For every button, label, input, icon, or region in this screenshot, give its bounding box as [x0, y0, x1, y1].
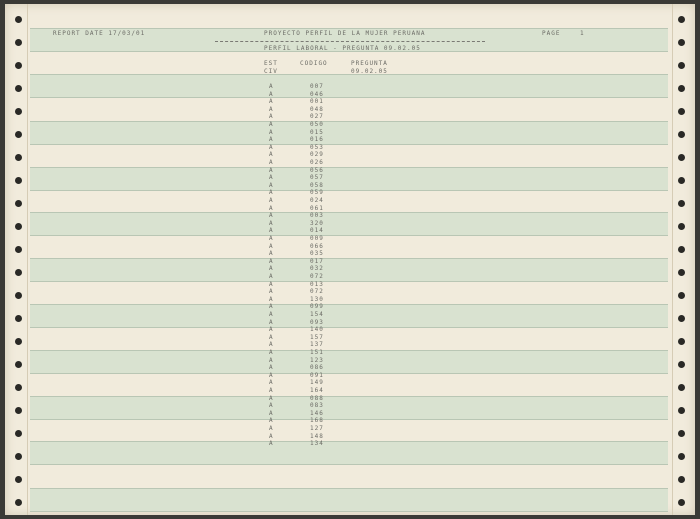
feed-hole	[15, 430, 22, 437]
feed-hole	[15, 39, 22, 46]
codigo-cell: 009	[310, 235, 324, 242]
codigo-cell: 093	[310, 318, 324, 326]
feed-hole	[678, 361, 685, 368]
est-civ-cell: A	[269, 425, 274, 432]
greenbar-band	[30, 396, 668, 420]
feed-hole	[15, 131, 22, 138]
feed-hole	[678, 499, 685, 506]
feed-hole	[678, 269, 685, 276]
feed-hole	[15, 223, 22, 230]
feed-hole	[678, 177, 685, 184]
codigo-cell: 134	[310, 440, 324, 448]
est-civ-cell: A	[269, 136, 274, 144]
est-civ-cell: A	[269, 333, 274, 341]
feed-hole	[15, 246, 22, 253]
page-label: PAGE	[542, 30, 561, 37]
codigo-cell: 149	[310, 379, 324, 387]
est-civ-cell: A	[269, 197, 274, 204]
feed-hole	[15, 453, 22, 460]
est-civ-cell: A	[269, 174, 274, 182]
est-civ-cell: A	[269, 409, 274, 417]
est-civ-cell: A	[269, 90, 274, 98]
est-civ-cell: A	[269, 432, 274, 440]
greenbar-band	[30, 212, 668, 236]
est-civ-cell: A	[269, 189, 274, 197]
codigo-cell: 015	[310, 128, 324, 136]
est-civ-cell: A	[269, 242, 274, 250]
feed-hole	[678, 476, 685, 483]
codigo-cell: 061	[310, 204, 324, 212]
est-civ-cell: A	[269, 212, 274, 220]
feed-hole	[15, 85, 22, 92]
tractor-feed-perforation-right	[672, 4, 673, 515]
codigo-cell: 086	[310, 364, 324, 372]
codigo-cell: 053	[310, 143, 324, 151]
feed-hole	[15, 177, 22, 184]
feed-hole	[15, 315, 22, 322]
codigo-cell: 048	[310, 105, 324, 113]
est-civ-cell: A	[269, 235, 274, 242]
est-civ-cell: A	[269, 280, 274, 288]
codigo-cell: 083	[310, 402, 324, 410]
codigo-cell: 320	[310, 219, 324, 227]
feed-hole	[678, 246, 685, 253]
feed-hole	[678, 85, 685, 92]
printout-page	[5, 4, 695, 515]
tractor-feed-perforation-left	[27, 4, 28, 515]
codigo-cell: 127	[310, 425, 324, 432]
codigo-cell: 058	[310, 181, 324, 189]
codigo-cell: 003	[310, 212, 324, 220]
est-civ-cell: A	[269, 341, 274, 349]
codigo-cell: 050	[310, 121, 324, 128]
feed-hole	[678, 16, 685, 23]
feed-hole	[15, 499, 22, 506]
feed-hole	[678, 108, 685, 115]
est-civ-cell: A	[269, 311, 274, 318]
feed-hole	[678, 39, 685, 46]
codigo-cell: 157	[310, 333, 324, 341]
feed-hole	[678, 62, 685, 69]
column-header-civ: CIV	[264, 68, 278, 75]
est-civ-cell: A	[269, 326, 274, 334]
feed-hole	[15, 269, 22, 276]
est-civ-cell: A	[269, 402, 274, 410]
greenbar-band	[30, 350, 668, 374]
feed-hole	[678, 154, 685, 161]
est-civ-cell: A	[269, 151, 274, 159]
est-civ-cell: A	[269, 417, 274, 425]
est-civ-cell: A	[269, 128, 274, 136]
feed-hole	[15, 384, 22, 391]
est-civ-cell: A	[269, 303, 274, 311]
feed-hole	[15, 108, 22, 115]
codigo-cell: 146	[310, 409, 324, 417]
codigo-cell: 148	[310, 432, 324, 440]
feed-hole	[678, 430, 685, 437]
feed-hole	[678, 407, 685, 414]
codigo-cell: 066	[310, 242, 324, 250]
est-civ-cell: A	[269, 265, 274, 273]
est-civ-cell: A	[269, 288, 274, 296]
est-civ-cell: A	[269, 166, 274, 174]
codigo-cell: 046	[310, 90, 324, 98]
feed-hole	[678, 292, 685, 299]
feed-hole	[678, 453, 685, 460]
est-civ-cell: A	[269, 295, 274, 303]
est-civ-cell: A	[269, 387, 274, 394]
est-civ-cell: A	[269, 273, 274, 280]
codigo-cell: 123	[310, 356, 324, 364]
codigo-cell: 057	[310, 174, 324, 182]
est-civ-cell: A	[269, 121, 274, 128]
codigo-cell: 072	[310, 273, 324, 280]
feed-hole	[15, 16, 22, 23]
codigo-cell: 151	[310, 349, 324, 356]
est-civ-cell: A	[269, 250, 274, 258]
column-header-pregunta: PREGUNTA	[351, 60, 388, 67]
est-civ-cell: A	[269, 204, 274, 212]
codigo-cell: 056	[310, 166, 324, 174]
feed-hole	[15, 154, 22, 161]
codigo-cell: 091	[310, 371, 324, 379]
est-civ-cell: A	[269, 181, 274, 189]
codigo-cell: 059	[310, 189, 324, 197]
est-civ-cell: A	[269, 143, 274, 151]
est-civ-cell: A	[269, 83, 274, 90]
feed-hole	[678, 223, 685, 230]
est-civ-cell: A	[269, 440, 274, 448]
est-civ-cell: A	[269, 394, 274, 402]
feed-hole	[15, 62, 22, 69]
codigo-cell: 140	[310, 326, 324, 334]
codigo-cell: 024	[310, 197, 324, 204]
est-civ-cell: A	[269, 379, 274, 387]
codigo-cell: 154	[310, 311, 324, 318]
greenbar-band	[30, 167, 668, 191]
title-underline	[215, 41, 485, 42]
codigo-cell: 013	[310, 280, 324, 288]
codigo-cell: 014	[310, 227, 324, 235]
feed-hole	[678, 131, 685, 138]
est-civ-cell: A	[269, 159, 274, 166]
est-civ-cell: A	[269, 257, 274, 265]
greenbar-band	[30, 441, 668, 465]
codigo-cell: 026	[310, 159, 324, 166]
est-civ-cell: A	[269, 219, 274, 227]
codigo-cell: 007	[310, 83, 324, 90]
est-civ-cell: A	[269, 356, 274, 364]
est-civ-cell: A	[269, 105, 274, 113]
codigo-cell: 032	[310, 265, 324, 273]
codigo-cell: 168	[310, 417, 324, 425]
codigo-cell: 035	[310, 250, 324, 258]
feed-hole	[15, 407, 22, 414]
greenbar-band	[30, 488, 668, 512]
page-number: 1	[580, 30, 585, 37]
feed-hole	[678, 315, 685, 322]
greenbar-band	[30, 121, 668, 145]
codigo-cell: 088	[310, 394, 324, 402]
report-date: REPORT DATE 17/03/01	[53, 30, 146, 37]
feed-hole	[15, 200, 22, 207]
report-subtitle: PERFIL LABORAL - PREGUNTA 09.02.05	[264, 45, 421, 52]
feed-hole	[15, 338, 22, 345]
feed-hole	[678, 384, 685, 391]
feed-hole	[15, 292, 22, 299]
feed-hole	[678, 200, 685, 207]
feed-hole	[15, 361, 22, 368]
est-civ-cell: A	[269, 318, 274, 326]
feed-hole	[678, 338, 685, 345]
column-header-codigo: CODIGO	[300, 60, 328, 67]
codigo-cell: 029	[310, 151, 324, 159]
est-civ-cell: A	[269, 227, 274, 235]
est-civ-cell: A	[269, 349, 274, 356]
est-civ-cell: A	[269, 113, 274, 121]
greenbar-band	[30, 304, 668, 328]
greenbar-band	[30, 74, 668, 98]
codigo-cell: 099	[310, 303, 324, 311]
codigo-cell: 016	[310, 136, 324, 144]
codigo-cell: 017	[310, 257, 324, 265]
est-civ-cell: A	[269, 364, 274, 372]
column-header-pregunta-code: 09.02.05	[351, 68, 388, 75]
codigo-cell: 072	[310, 288, 324, 296]
feed-hole	[15, 476, 22, 483]
codigo-cell: 027	[310, 113, 324, 121]
est-civ-cell: A	[269, 98, 274, 106]
report-title: PROYECTO PERFIL DE LA MUJER PERUANA	[264, 30, 426, 37]
codigo-cell: 001	[310, 98, 324, 106]
column-header-est: EST	[264, 60, 278, 67]
greenbar-band	[30, 258, 668, 282]
est-civ-cell: A	[269, 371, 274, 379]
codigo-cell: 137	[310, 341, 324, 349]
codigo-cell: 130	[310, 295, 324, 303]
codigo-cell: 164	[310, 387, 324, 394]
